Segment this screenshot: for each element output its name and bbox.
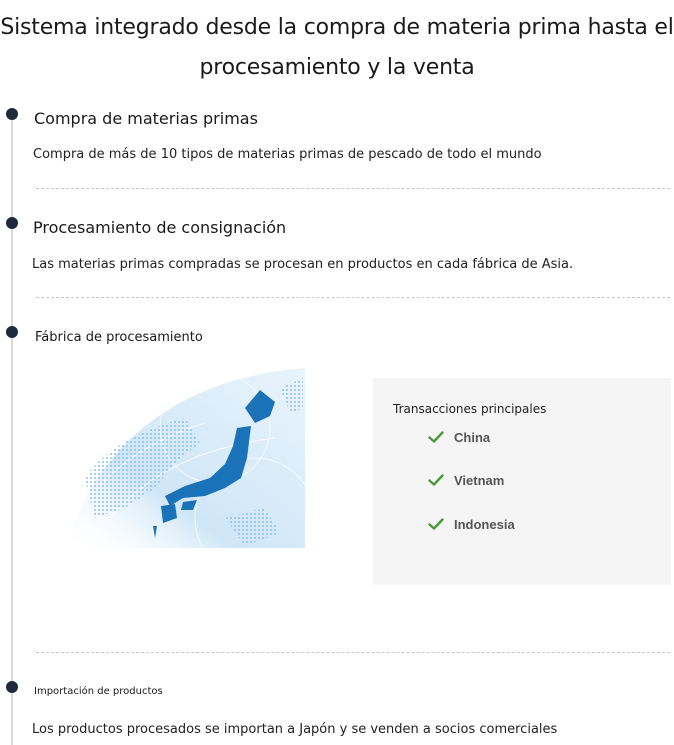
step-desc-purchase: Compra de más de 10 tipos de materias primas de pescado de todo el mundo xyxy=(33,147,542,162)
step-desc-consignment: Las materias primas compradas se procesan en productos en cada fábrica de Asia. xyxy=(32,257,574,272)
timeline-dot xyxy=(6,217,18,229)
transaction-item-indonesia xyxy=(428,514,515,534)
transaction-label: Indonesia xyxy=(454,516,515,532)
step-title-factory: Fábrica de procesamiento xyxy=(35,330,203,345)
timeline-dot xyxy=(6,108,18,120)
step-title-purchase: Compra de materias primas xyxy=(34,109,258,128)
timeline-dot xyxy=(6,326,18,338)
transactions-panel xyxy=(373,378,671,585)
check-icon xyxy=(428,430,444,444)
step-title-consignment: Procesamiento de consignación xyxy=(33,218,287,237)
transactions-title: Transacciones principales xyxy=(393,402,547,416)
divider xyxy=(36,297,670,298)
page-title xyxy=(0,8,674,88)
timeline-line xyxy=(11,115,13,745)
page-title-line-2: procesamiento y la venta xyxy=(199,55,475,80)
transaction-label: China xyxy=(454,429,491,445)
step-desc-import: Los productos procesados se importan a Japón y se venden a socios comerciales xyxy=(32,722,558,737)
divider xyxy=(36,652,670,653)
step-title-import: Importación de productos xyxy=(34,686,163,697)
transaction-item-china xyxy=(428,427,490,447)
page-title-line-1: Sistema integrado desde la compra de materia prima hasta el xyxy=(0,15,674,40)
transaction-item-vietnam xyxy=(428,470,504,490)
check-icon xyxy=(428,473,444,487)
japan-map-icon xyxy=(65,368,305,548)
check-icon xyxy=(428,517,444,531)
transaction-label: Vietnam xyxy=(454,472,505,488)
timeline-dot xyxy=(6,681,18,693)
divider xyxy=(36,188,670,189)
